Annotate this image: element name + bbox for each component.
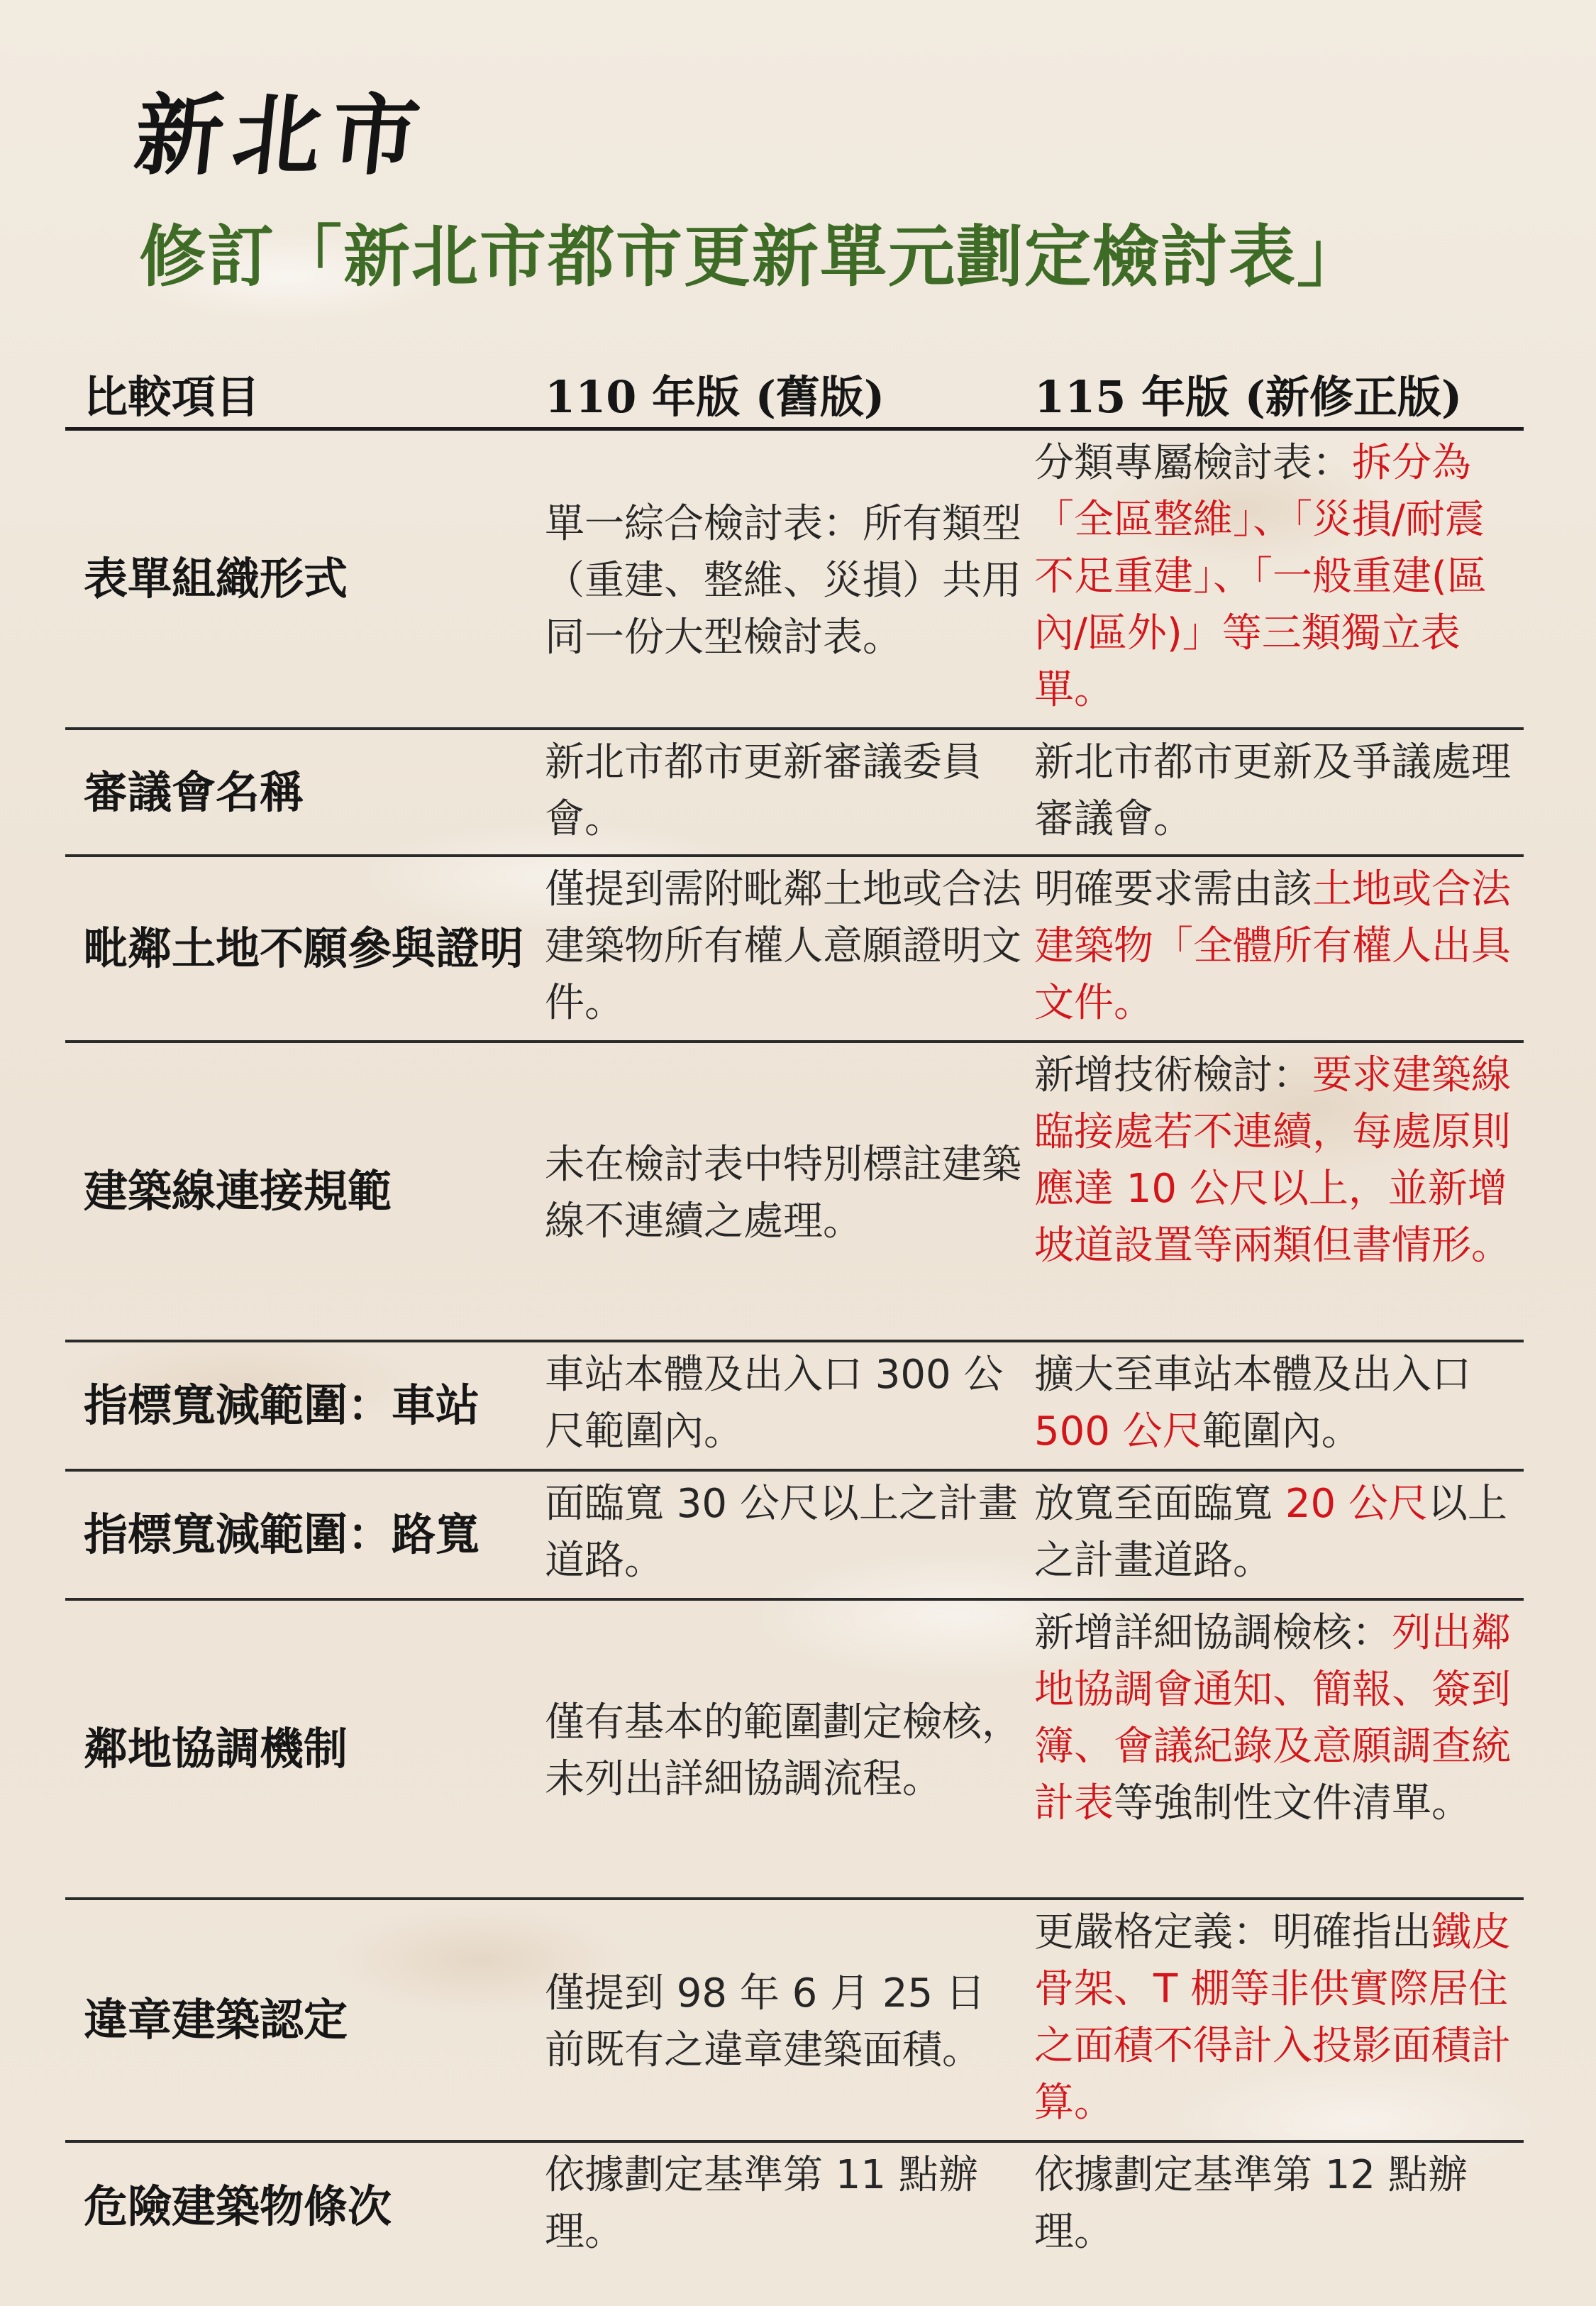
row-item-label: 指標寬減範圍：車站 <box>84 1379 480 1431</box>
row-item-label: 違章建築認定 <box>84 1994 348 2046</box>
table-row <box>65 730 1524 857</box>
row-item-label: 建築線連接規範 <box>84 1165 392 1217</box>
header-new-version: 115 年版 (新修正版) <box>1034 371 1463 423</box>
table-row <box>65 1900 1524 2143</box>
row-old-text: 新北市都市更新審議委員會。 <box>545 739 982 842</box>
row-new-text: 放寬至面臨寬 20 公尺以上之計畫道路。 <box>1034 1481 1507 1584</box>
row-old-text: 面臨寬 30 公尺以上之計畫道路。 <box>545 1481 1018 1584</box>
table-row <box>65 1601 1524 1900</box>
row-new-text: 新北市都市更新及爭議處理審議會。 <box>1034 739 1511 842</box>
row-item-label: 鄰地協調機制 <box>84 1723 348 1775</box>
row-old-text: 未在檢討表中特別標註建築線不連續之處理。 <box>545 1142 1021 1245</box>
table-row <box>65 1043 1524 1342</box>
row-new-text: 更嚴格定義：明確指出鐵皮骨架、T 棚等非供實際居住之面積不得計入投影面積計算。 <box>1034 1909 1511 2126</box>
row-item-label: 審議會名稱 <box>84 766 304 818</box>
comparison-table <box>65 353 1524 2271</box>
table-header <box>65 353 1524 431</box>
city-name: 新北市 <box>130 84 435 187</box>
row-old-text: 僅提到 98 年 6 月 25 日前既有之違章建築面積。 <box>545 1970 985 2073</box>
row-new-text: 新增詳細協調檢核：列出鄰地協調會通知、簡報、簽到簿、會議紀錄及意願調查統計表等強制性文件清單。 <box>1034 1610 1511 1826</box>
header-item: 比較項目 <box>84 371 260 423</box>
table-row <box>65 1342 1524 1472</box>
row-new-text: 分類專屬檢討表：拆分為「全區整維」、「災損/耐震不足重建」、「一般重建(區內/區外)」等三類獨立表單。 <box>1034 440 1487 713</box>
row-old-text: 僅有基本的範圍劃定檢核，未列出詳細協調流程。 <box>545 1699 1021 1802</box>
row-new-text: 明確要求需由該土地或合法建築物「全體所有權人出具文件。 <box>1034 866 1511 1026</box>
row-new-text: 新增技術檢討：要求建築線臨接處若不連續，每處原則應達 10 公尺以上，並新增坡道設置等兩類但書情形。 <box>1034 1052 1511 1269</box>
header-old-version: 110 年版 (舊版) <box>545 371 885 423</box>
row-item-label: 危險建築物條次 <box>84 2180 392 2232</box>
table-row <box>65 1472 1524 1601</box>
row-new-text: 擴大至車站本體及出入口 500 公尺範圍內。 <box>1034 1352 1471 1455</box>
row-old-text: 依據劃定基準第 11 點辦理。 <box>545 2152 978 2255</box>
row-item-label: 表單組織形式 <box>84 553 348 605</box>
row-old-text: 單一綜合檢討表：所有類型（重建、整維、災損）共用同一份大型檢討表。 <box>545 501 1021 661</box>
table-row <box>65 2143 1524 2271</box>
row-old-text: 車站本體及出入口 300 公尺範圍內。 <box>545 1352 1004 1455</box>
table-row <box>65 857 1524 1043</box>
row-item-label: 指標寬減範圍：路寬 <box>84 1508 480 1560</box>
document-title: 修訂「新北市都市更新單元劃定檢討表」 <box>139 219 1365 296</box>
table-row <box>65 431 1524 730</box>
row-new-text: 依據劃定基準第 12 點辦理。 <box>1034 2152 1468 2255</box>
row-old-text: 僅提到需附毗鄰土地或合法建築物所有權人意願證明文件。 <box>545 866 1021 1026</box>
row-item-label: 毗鄰土地不願參與證明 <box>84 922 524 974</box>
